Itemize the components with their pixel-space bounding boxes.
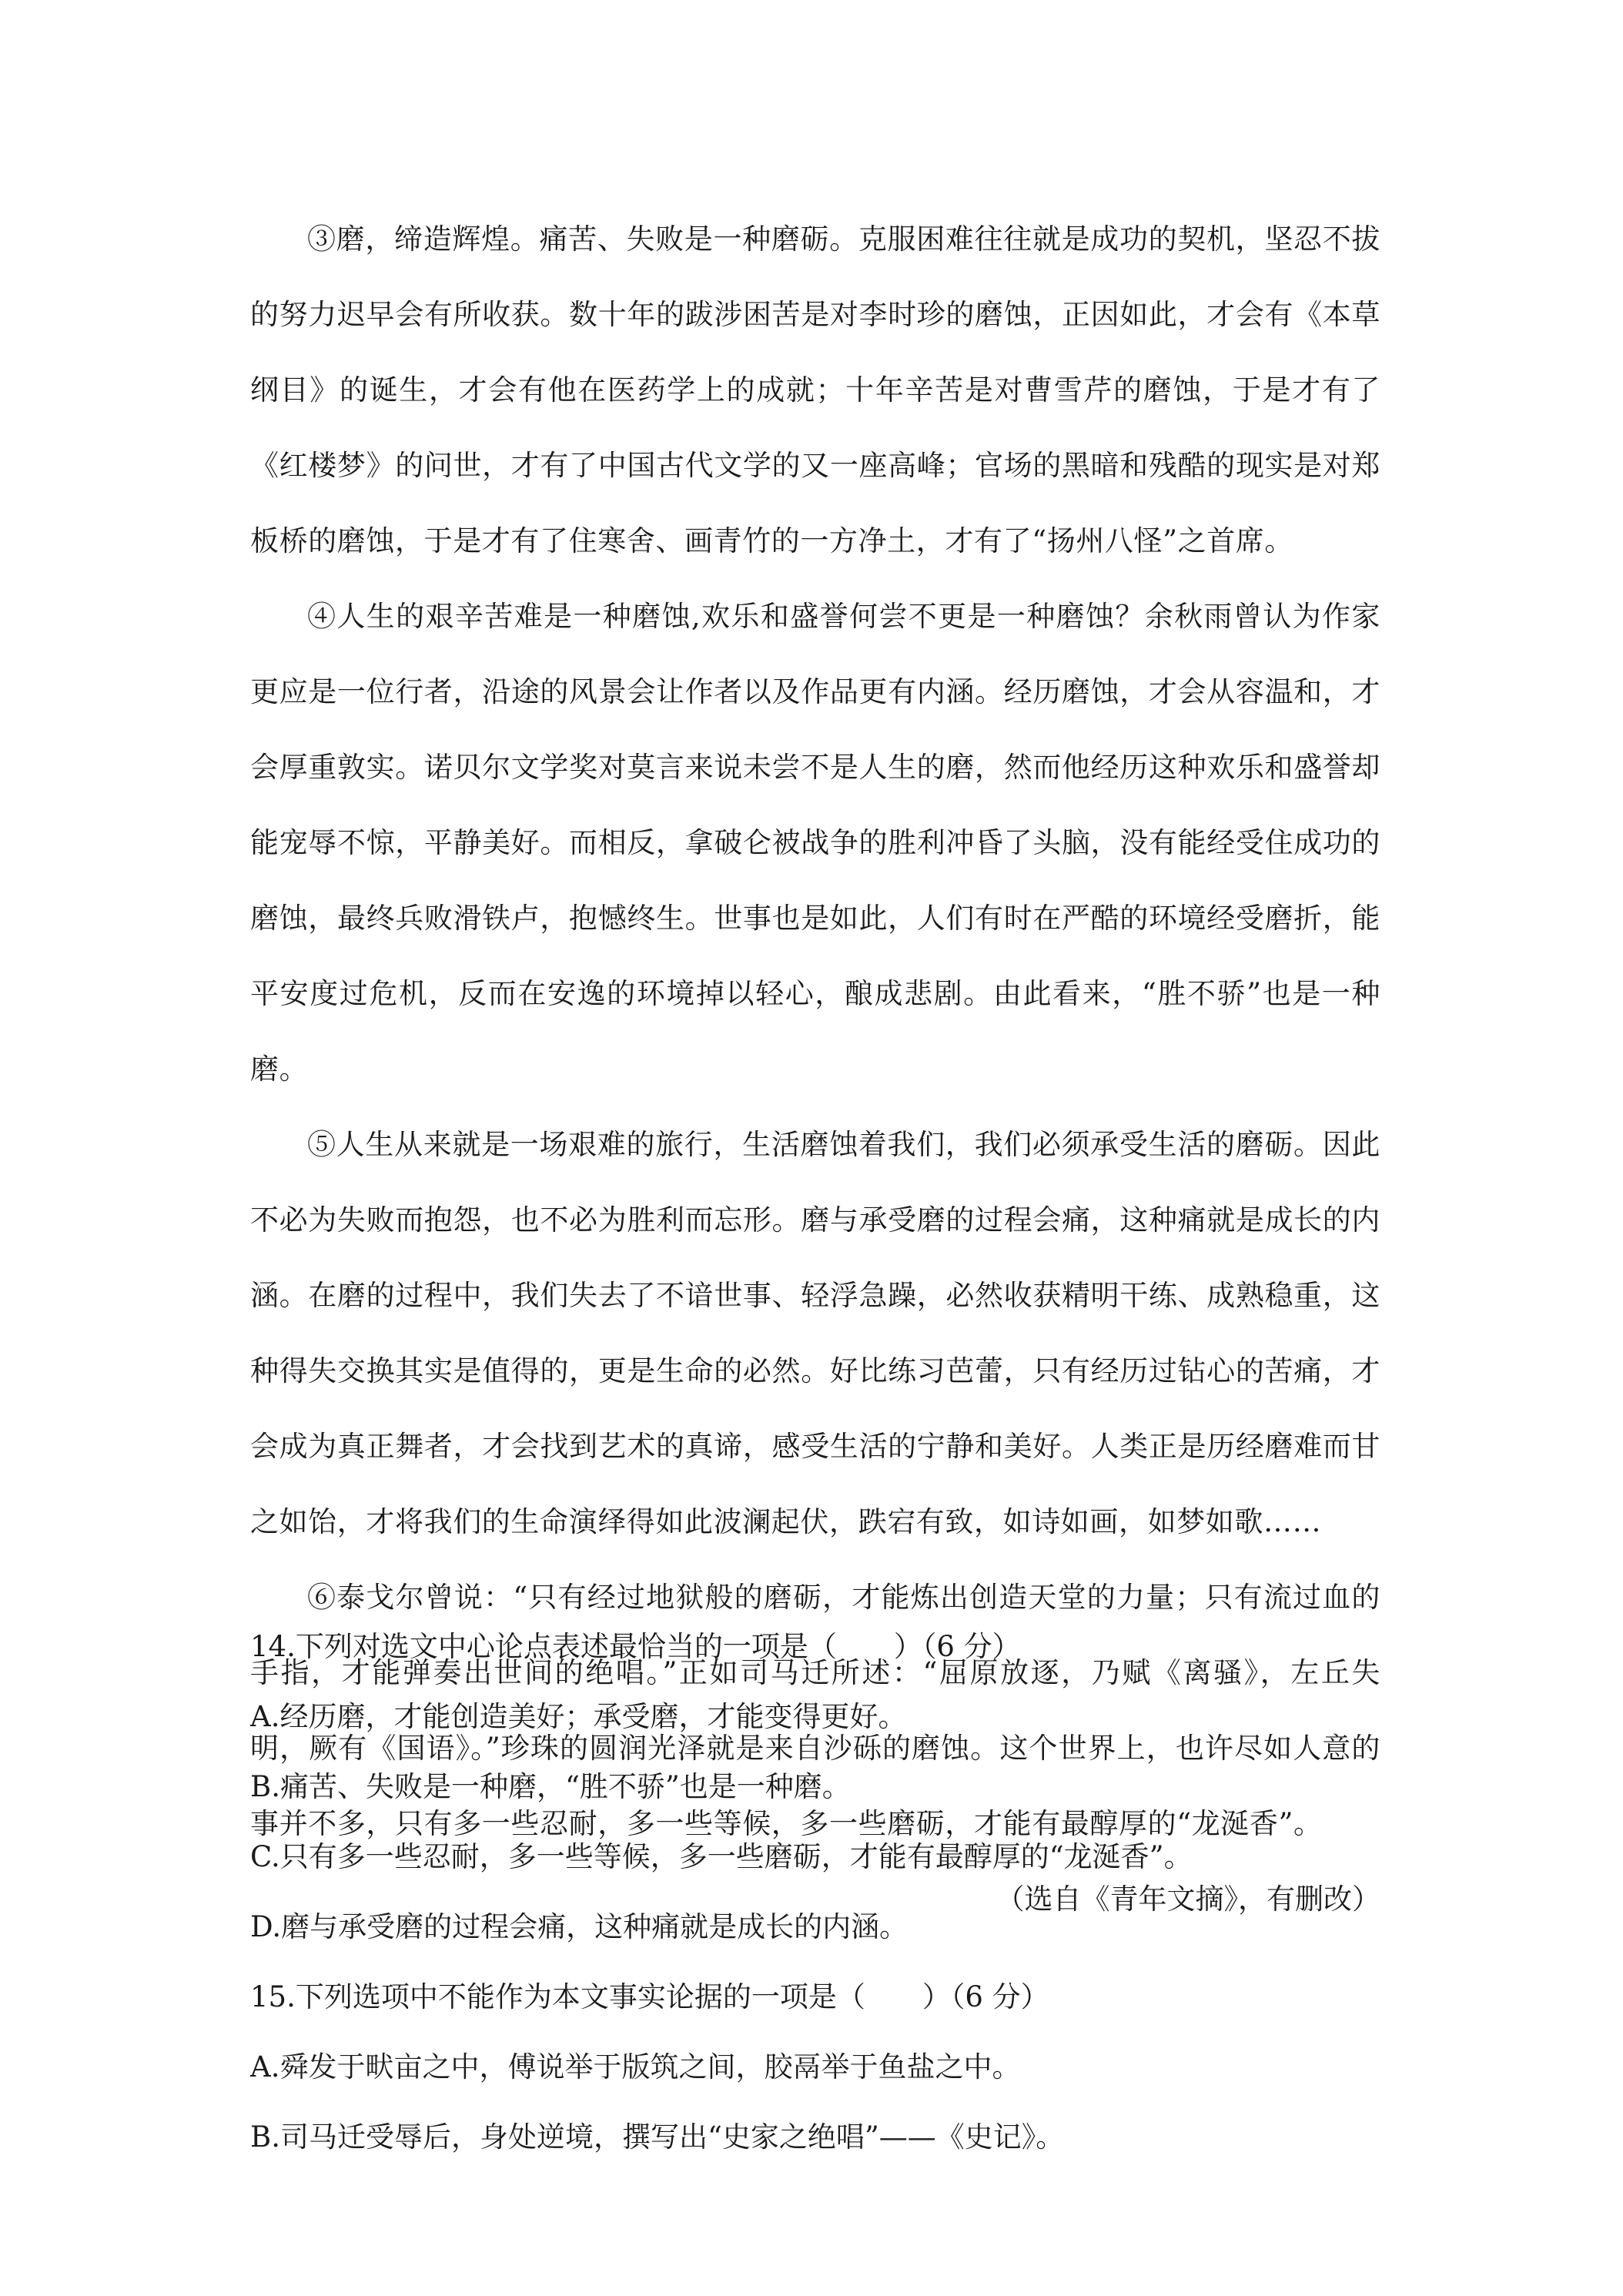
passage-paragraph-6: ⑥泰戈尔曾说：“只有经过地狱般的磨砺，才能炼出创造天堂的力量；只有流过血的手指，才能弹奏出世间的绝唱。”正如司马迁所述：“屈原放逐，乃赋《离骚》，左丘失明，厥有《国语》。”珍珠的圆润光泽就是来自沙砾的磨蚀。这个世界上，也许尽如人意的事并不多，只有多一些忍耐，多一些等候，多一些磨砺，才能有最醇厚的“龙涎香”。 <box>250 1581 1380 1840</box>
passage-paragraph-5: ⑤人生从来就是一场艰难的旅行，生活磨蚀着我们，我们必须承受生活的磨砺。因此不必为失败而抱怨，也不必为胜利而忘形。磨与承受磨的过程会痛，这种痛就是成长的内涵。在磨的过程中，我们失去了不谙世事、轻浮急躁，必然收获精明干练、成熟稳重，这种得失交换其实是值得的，更是生命的必然。好比练习芭蕾，只有经历过钻心的苦痛，才会成为真正舞者，才会找到艺术的真谛，感受生活的宁静和美好。人类正是历经磨难而甘之如饴，才将我们的生命演绎得如此波澜起伏，跌宕有致，如诗如画，如梦如歌…… <box>250 1128 1380 1538</box>
question-15-stem: 15.下列选项中不能作为本文事实论据的一项是（ ）（6 分） <box>250 1980 1049 2013</box>
question-14-stem: 14.下列对选文中心论点表述最恰当的一项是（ ）（6 分） <box>250 1630 1021 1663</box>
question-14-option-d: D.磨与承受磨的过程会痛，这种痛就是成长的内涵。 <box>250 1910 909 1943</box>
question-section <box>250 1612 1380 2172</box>
passage-source: （选自《青年文摘》，有删改） <box>996 1883 1380 1916</box>
question-14 <box>250 1612 1380 1962</box>
question-15-option-a: A.舜发于畎亩之中，傅说举于版筑之间，胶鬲举于鱼盐之中。 <box>250 2050 1021 2083</box>
passage-paragraph-4: ④人生的艰辛苦难是一种磨蚀,欢乐和盛誉何尝不更是一种磨蚀？余秋雨曾认为作家更应是一位行者，沿途的风景会让作者以及作品更有内涵。经历磨蚀，才会从容温和，才会厚重敦实。诺贝尔文学奖对莫言来说未尝不是人生的磨，然而他经历这种欢乐和盛誉却能宠辱不惊，平静美好。而相反，拿破仑被战争的胜利冲昏了头脑，没有能经受住成功的磨蚀，最终兵败滑铁卢，抱憾终生。世事也是如此，人们有时在严酷的环境经受磨折，能平安度过危机，反而在安逸的环境掉以轻心，酿成悲剧。由此看来，“胜不骄”也是一种磨。 <box>250 600 1380 1086</box>
question-14-option-a: A.经历磨，才能创造美好；承受磨，才能变得更好。 <box>250 1700 907 1733</box>
question-14-option-c: C.只有多一些忍耐，多一些等候，多一些磨砺，才能有最醇厚的“龙涎香”。 <box>250 1840 1193 1873</box>
question-15-option-b: B.司马迁受辱后，身处逆境，撰写出“史家之绝唱”——《史记》。 <box>250 2120 1065 2154</box>
passage-paragraph-3: ③磨，缔造辉煌。痛苦、失败是一种磨砺。克服困难往往就是成功的契机，坚忍不拔的努力迟早会有所收获。数十年的跋涉困苦是对李时珍的磨蚀，正因如此，才会有《本草纲目》的诞生，才会有他在医药学上的成就；十年辛苦是对曹雪芹的磨蚀，于是才有了《红楼梦》的问世，才有了中国古代文学的又一座高峰；官场的黑暗和残酷的现实是对郑板桥的磨蚀，于是才有了住寒舍、画青竹的一方净土，才有了“扬州八怪”之首席。 <box>250 223 1380 557</box>
question-14-option-b: B.痛苦、失败是一种磨，“胜不骄”也是一种磨。 <box>250 1770 851 1803</box>
question-15 <box>250 1962 1380 2172</box>
